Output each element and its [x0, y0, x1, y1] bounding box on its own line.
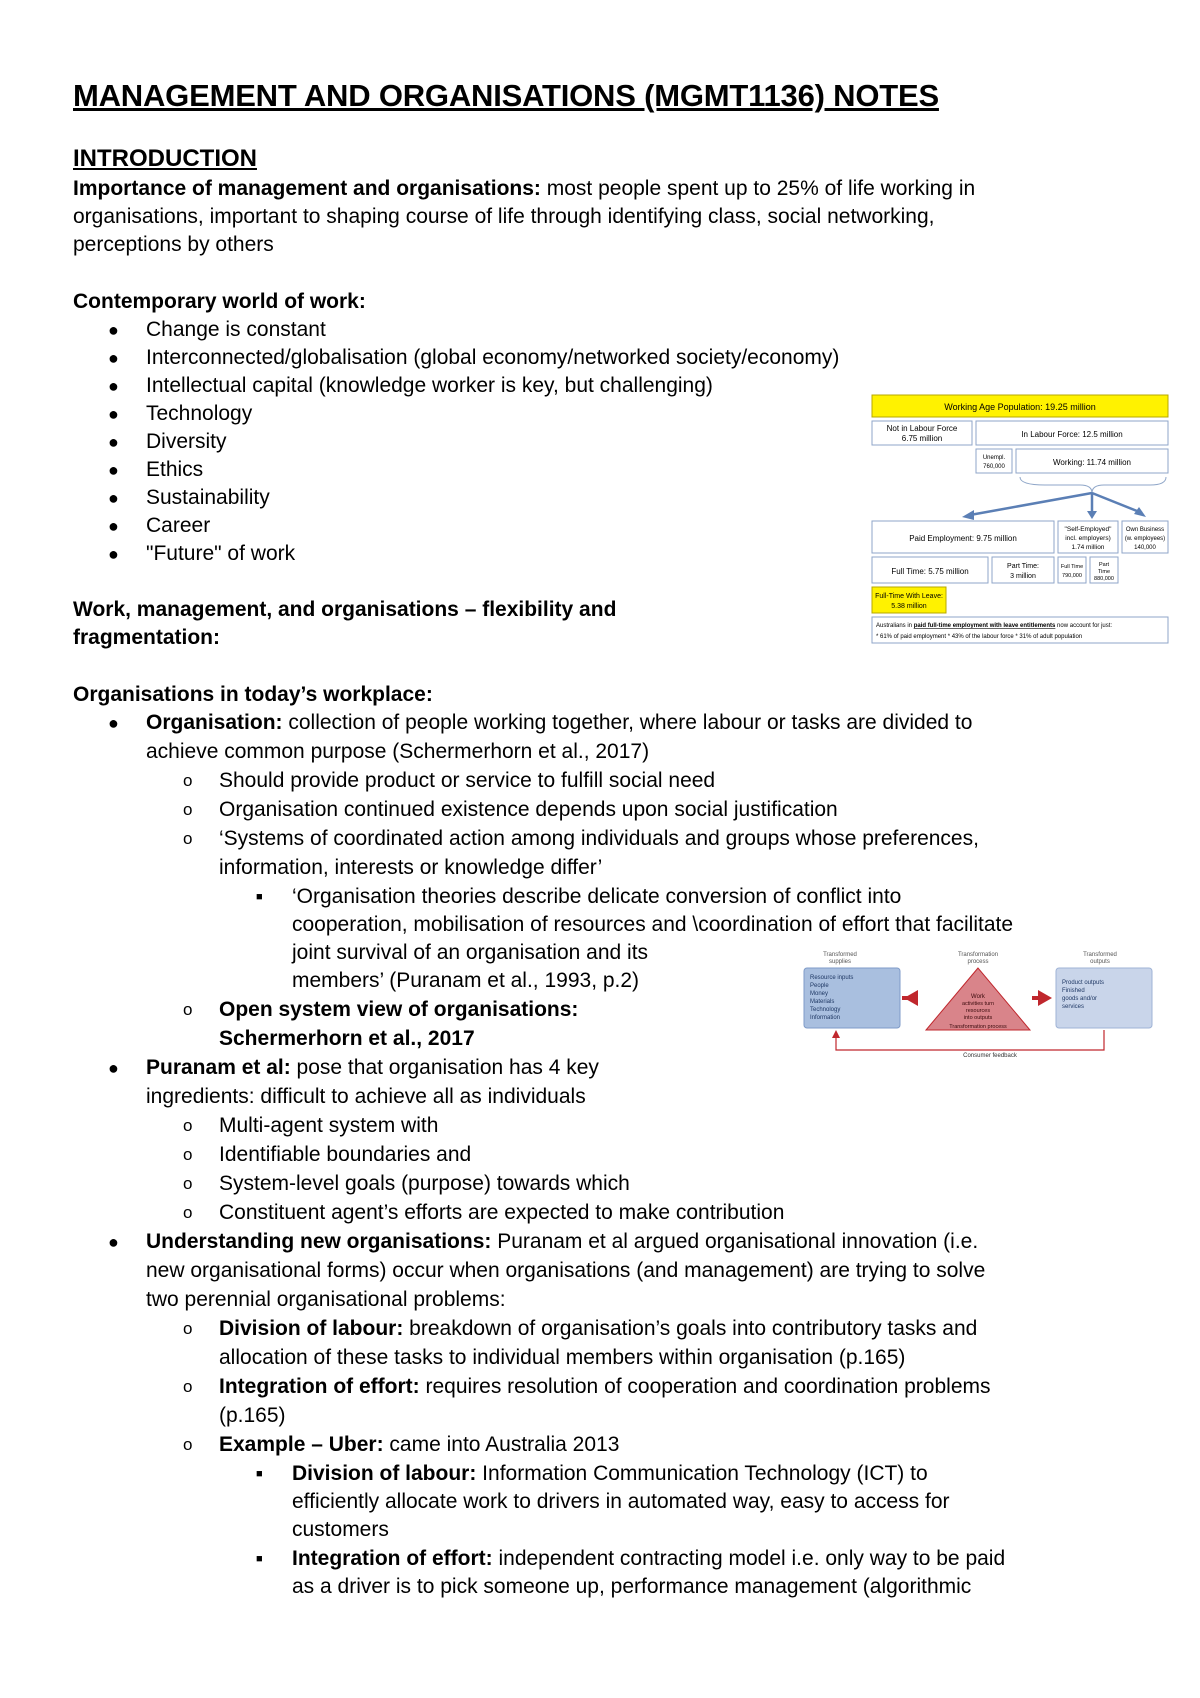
list-item-continued: cooperation, mobilisation of resources and \coordination of effort that facilitate: [292, 913, 1014, 936]
input-item: People: [810, 983, 829, 989]
puranam-line-1: [146, 1056, 599, 1080]
own-business-label: Own Business: [1125, 527, 1165, 533]
bullet-icon: ●: [108, 460, 119, 480]
puranam-line-2: ingredients: difficult to achieve all as individuals: [146, 1085, 586, 1108]
understanding-line-3: two perennial organisational problems:: [146, 1288, 506, 1311]
bullet-icon: ●: [108, 404, 119, 424]
uber-text: came into Australia 2013: [383, 1433, 620, 1456]
list-item: Career: [146, 514, 211, 537]
bullet-icon: ●: [108, 348, 119, 368]
summary-note-emphasis: paid full-time employment with leave entitlements: [913, 623, 1056, 629]
circle-bullet-icon: o: [183, 1174, 193, 1193]
working-age-label: Working Age Population: 19.25 million: [944, 402, 1096, 412]
summary-note-line-1: [876, 623, 1112, 629]
column-2-heading: Transformation: [957, 952, 999, 958]
summary-note-text: Australians in: [876, 623, 914, 629]
circle-bullet-icon: o: [183, 1435, 193, 1454]
integration-text: requires resolution of cooperation and coordination problems: [419, 1375, 991, 1398]
circle-bullet-icon: o: [183, 800, 193, 819]
list-item-continued: joint survival of an organisation and its: [292, 941, 649, 964]
list-item-continued: information, interests or knowledge differ’: [219, 856, 603, 879]
division-label: Division of labour:: [219, 1317, 404, 1340]
importance-label: Importance of management and organisations:: [73, 177, 541, 200]
division-line-1: [219, 1317, 977, 1341]
bullet-icon: ●: [108, 544, 119, 564]
circle-bullet-icon: o: [183, 1000, 193, 1019]
arrow-right-icon: [1038, 990, 1052, 1006]
circle-bullet-icon: o: [183, 1116, 193, 1135]
list-item: Interconnected/globalisation (global economy/networked society/economy): [146, 346, 840, 369]
uber-division-text: Information Communication Technology (ICT) to: [476, 1462, 928, 1485]
bullet-icon: ●: [108, 488, 119, 508]
intro-heading: INTRODUCTION: [73, 145, 257, 172]
self-employed-value: 1.74 million: [1071, 544, 1105, 551]
understanding-line-1: [146, 1230, 978, 1254]
uber-division-line-3: customers: [292, 1518, 389, 1541]
circle-bullet-icon: o: [183, 1377, 193, 1396]
list-item: Sustainability: [146, 486, 270, 509]
document-title: MANAGEMENT AND ORGANISATIONS (MGMT1136) NOTES: [73, 78, 939, 113]
output-item: Product outputs: [1062, 980, 1105, 986]
understanding-line-2: new organisational forms) occur when organisations (and management) are trying to solve: [146, 1259, 986, 1282]
input-item: Money: [810, 991, 829, 997]
importance-text: most people spent up to 25% of life working in: [540, 177, 976, 200]
list-item: ‘Organisation theories describe delicate conversion of conflict into: [292, 885, 902, 908]
arrowhead-icon: [1087, 511, 1097, 519]
bracket-line: [1020, 477, 1166, 493]
list-item: Multi-agent system with: [219, 1114, 439, 1137]
bullet-icon: ●: [108, 713, 119, 733]
bullet-icon: ●: [108, 432, 119, 452]
column-2-subheading: process: [967, 959, 989, 965]
uber-division-line-2: efficiently allocate work to drivers in automated way, easy to access for: [292, 1490, 950, 1513]
uber-line: [219, 1433, 619, 1457]
importance-line-1: [73, 177, 975, 201]
arrow-shaft: [902, 996, 912, 1000]
self-part-time-value: 880,000: [1094, 576, 1114, 582]
bullet-icon: ●: [108, 1058, 119, 1078]
own-business-value: 140,000: [1134, 545, 1156, 551]
puranam-label: Puranam et al:: [146, 1056, 291, 1079]
triangle-text-2: activities turn: [961, 1001, 995, 1007]
labour-force-diagram: [870, 393, 1170, 645]
flex-heading-1: Work, management, and organisations – flexibility and: [73, 598, 617, 621]
arrow-to-paid-icon: [970, 493, 1092, 515]
square-bullet-icon: ■: [256, 1468, 263, 1480]
integration-line-2: (p.165): [219, 1404, 286, 1427]
list-item: Identifiable boundaries and: [219, 1143, 472, 1166]
uber-integration-label: Integration of effort:: [292, 1547, 493, 1570]
part-time-value: 3 million: [1010, 573, 1036, 580]
uber-integration-line-1: [292, 1547, 1005, 1571]
organisation-line-2: achieve common purpose (Schermerhorn et al., 2017): [146, 740, 650, 763]
in-labour-force-label: In Labour Force: 12.5 million: [1021, 430, 1123, 439]
feedback-loop-line: [836, 1030, 1104, 1050]
self-full-time-value: 790,000: [1062, 573, 1082, 579]
column-3-heading: Transformed: [1083, 952, 1117, 958]
not-in-labour-force-label: Not in Labour Force: [886, 424, 958, 433]
list-item: ‘Systems of coordinated action among individuals and groups whose preferences,: [219, 827, 979, 850]
feedback-label: Consumer feedback: [963, 1053, 1017, 1059]
integration-label: Integration of effort:: [219, 1375, 420, 1398]
importance-line-2: organisations, important to shaping course of life through identifying class, social networking,: [73, 205, 935, 228]
list-item: Intellectual capital (knowledge worker is key, but challenging): [146, 374, 713, 397]
full-time-label: Full Time: 5.75 million: [891, 567, 969, 576]
organisation-line-1: [146, 711, 972, 735]
division-text: breakdown of organisation’s goals into contributory tasks and: [403, 1317, 978, 1340]
self-employed-label: "Self-Employed": [1064, 526, 1112, 533]
working-label: Working: 11.74 million: [1053, 458, 1131, 467]
orgs-heading: Organisations in today’s workplace:: [73, 683, 433, 706]
triangle-text-4: into outputs: [963, 1015, 993, 1021]
not-in-labour-force-value: 6.75 million: [901, 434, 943, 443]
understanding-text: Puranam et al argued organisational innovation (i.e.: [491, 1230, 979, 1253]
understanding-label: Understanding new organisations:: [146, 1230, 492, 1253]
list-item: Diversity: [146, 430, 227, 453]
arrowhead-icon: [1134, 507, 1146, 517]
importance-line-3: perceptions by others: [73, 233, 274, 256]
list-item-continued: members’ (Puranam et al., 1993, p.2): [292, 969, 640, 992]
division-line-2: allocation of these tasks to individual members within organisation (p.165): [219, 1346, 906, 1369]
unemployed-label: Unempl.: [982, 455, 1006, 461]
list-item: Ethics: [146, 458, 204, 481]
column-3-subheading: outputs: [1090, 959, 1110, 965]
part-time-label: Part Time:: [1007, 563, 1039, 570]
bullet-icon: ●: [108, 516, 119, 536]
circle-bullet-icon: o: [183, 771, 193, 790]
arrowhead-icon: [962, 510, 974, 520]
output-item: goods and/or: [1062, 996, 1098, 1002]
triangle-bottom-label: Transformation process: [949, 1024, 1007, 1030]
contemporary-heading: Contemporary world of work:: [73, 290, 366, 313]
arrow-to-own-icon: [1092, 493, 1142, 513]
full-time-leave-label: Full-Time With Leave:: [875, 593, 943, 600]
circle-bullet-icon: o: [183, 1203, 193, 1222]
list-item: Organisation continued existence depends upon social justification: [219, 798, 838, 821]
list-item: Change is constant: [146, 318, 326, 341]
list-item: Technology: [146, 402, 253, 425]
triangle-text-1: Work: [971, 994, 985, 1000]
input-item: Information: [810, 1015, 841, 1021]
input-item: Technology: [810, 1007, 841, 1013]
output-item: services: [1062, 1004, 1085, 1010]
summary-note-line-2: * 61% of paid employment * 43% of the labour force * 31% of adult population: [876, 634, 1083, 640]
uber-label: Example – Uber:: [219, 1433, 384, 1456]
square-bullet-icon: ■: [256, 1553, 263, 1565]
uber-division-line-1: [292, 1462, 928, 1486]
full-time-leave-value: 5.38 million: [891, 603, 927, 610]
bullet-icon: ●: [108, 1232, 119, 1252]
organisation-text: collection of people working together, where labour or tasks are divided to: [282, 711, 973, 734]
column-1-subheading: supplies: [828, 959, 852, 965]
open-system-source: Schermerhorn et al., 2017: [219, 1027, 475, 1050]
uber-division-label: Division of labour:: [292, 1462, 477, 1485]
own-business-note: (w. employees): [1124, 536, 1166, 542]
self-full-time-label: Full Time: [1060, 564, 1084, 570]
unemployed-value: 760,000: [983, 464, 1005, 470]
list-item: Should provide product or service to fulfill social need: [219, 769, 716, 792]
summary-note-text-2: now account for just:: [1055, 623, 1113, 629]
circle-bullet-icon: o: [183, 1319, 193, 1338]
circle-bullet-icon: o: [183, 1145, 193, 1164]
open-system-diagram: [800, 948, 1156, 1060]
output-item: Finished: [1062, 988, 1085, 994]
column-1-heading: Transformed: [823, 952, 857, 958]
list-item: System-level goals (purpose) towards which: [219, 1172, 630, 1195]
flex-heading-2: fragmentation:: [73, 626, 220, 649]
triangle-text-3: resources: [965, 1008, 991, 1014]
square-bullet-icon: ■: [256, 891, 263, 903]
self-part-time-label: Part: [1098, 562, 1110, 568]
bullet-icon: ●: [108, 320, 119, 340]
organisation-label: Organisation:: [146, 711, 283, 734]
uber-integration-text: independent contracting model i.e. only way to be paid: [492, 1547, 1006, 1570]
uber-integration-line-2: as a driver is to pick someone up, performance management (algorithmic: [292, 1575, 972, 1598]
integration-line-1: [219, 1375, 991, 1399]
self-part-time-label-2: Time: [1097, 569, 1111, 575]
bullet-icon: ●: [108, 376, 119, 396]
feedback-arrowhead-icon: [832, 1030, 840, 1038]
list-item: "Future" of work: [146, 542, 296, 565]
input-item: Materials: [810, 999, 835, 1005]
puranam-text: pose that organisation has 4 key: [290, 1056, 599, 1079]
circle-bullet-icon: o: [183, 829, 193, 848]
self-employed-note: incl. employers): [1065, 535, 1111, 542]
self-full-time-box: [1058, 557, 1086, 583]
input-item: Resource inputs: [810, 975, 854, 981]
open-system-label: Open system view of organisations:: [219, 998, 579, 1021]
list-item: Constituent agent’s efforts are expected to make contribution: [219, 1201, 785, 1224]
arrow-shaft: [1032, 996, 1040, 1000]
paid-employment-label: Paid Employment: 9.75 million: [909, 534, 1017, 543]
